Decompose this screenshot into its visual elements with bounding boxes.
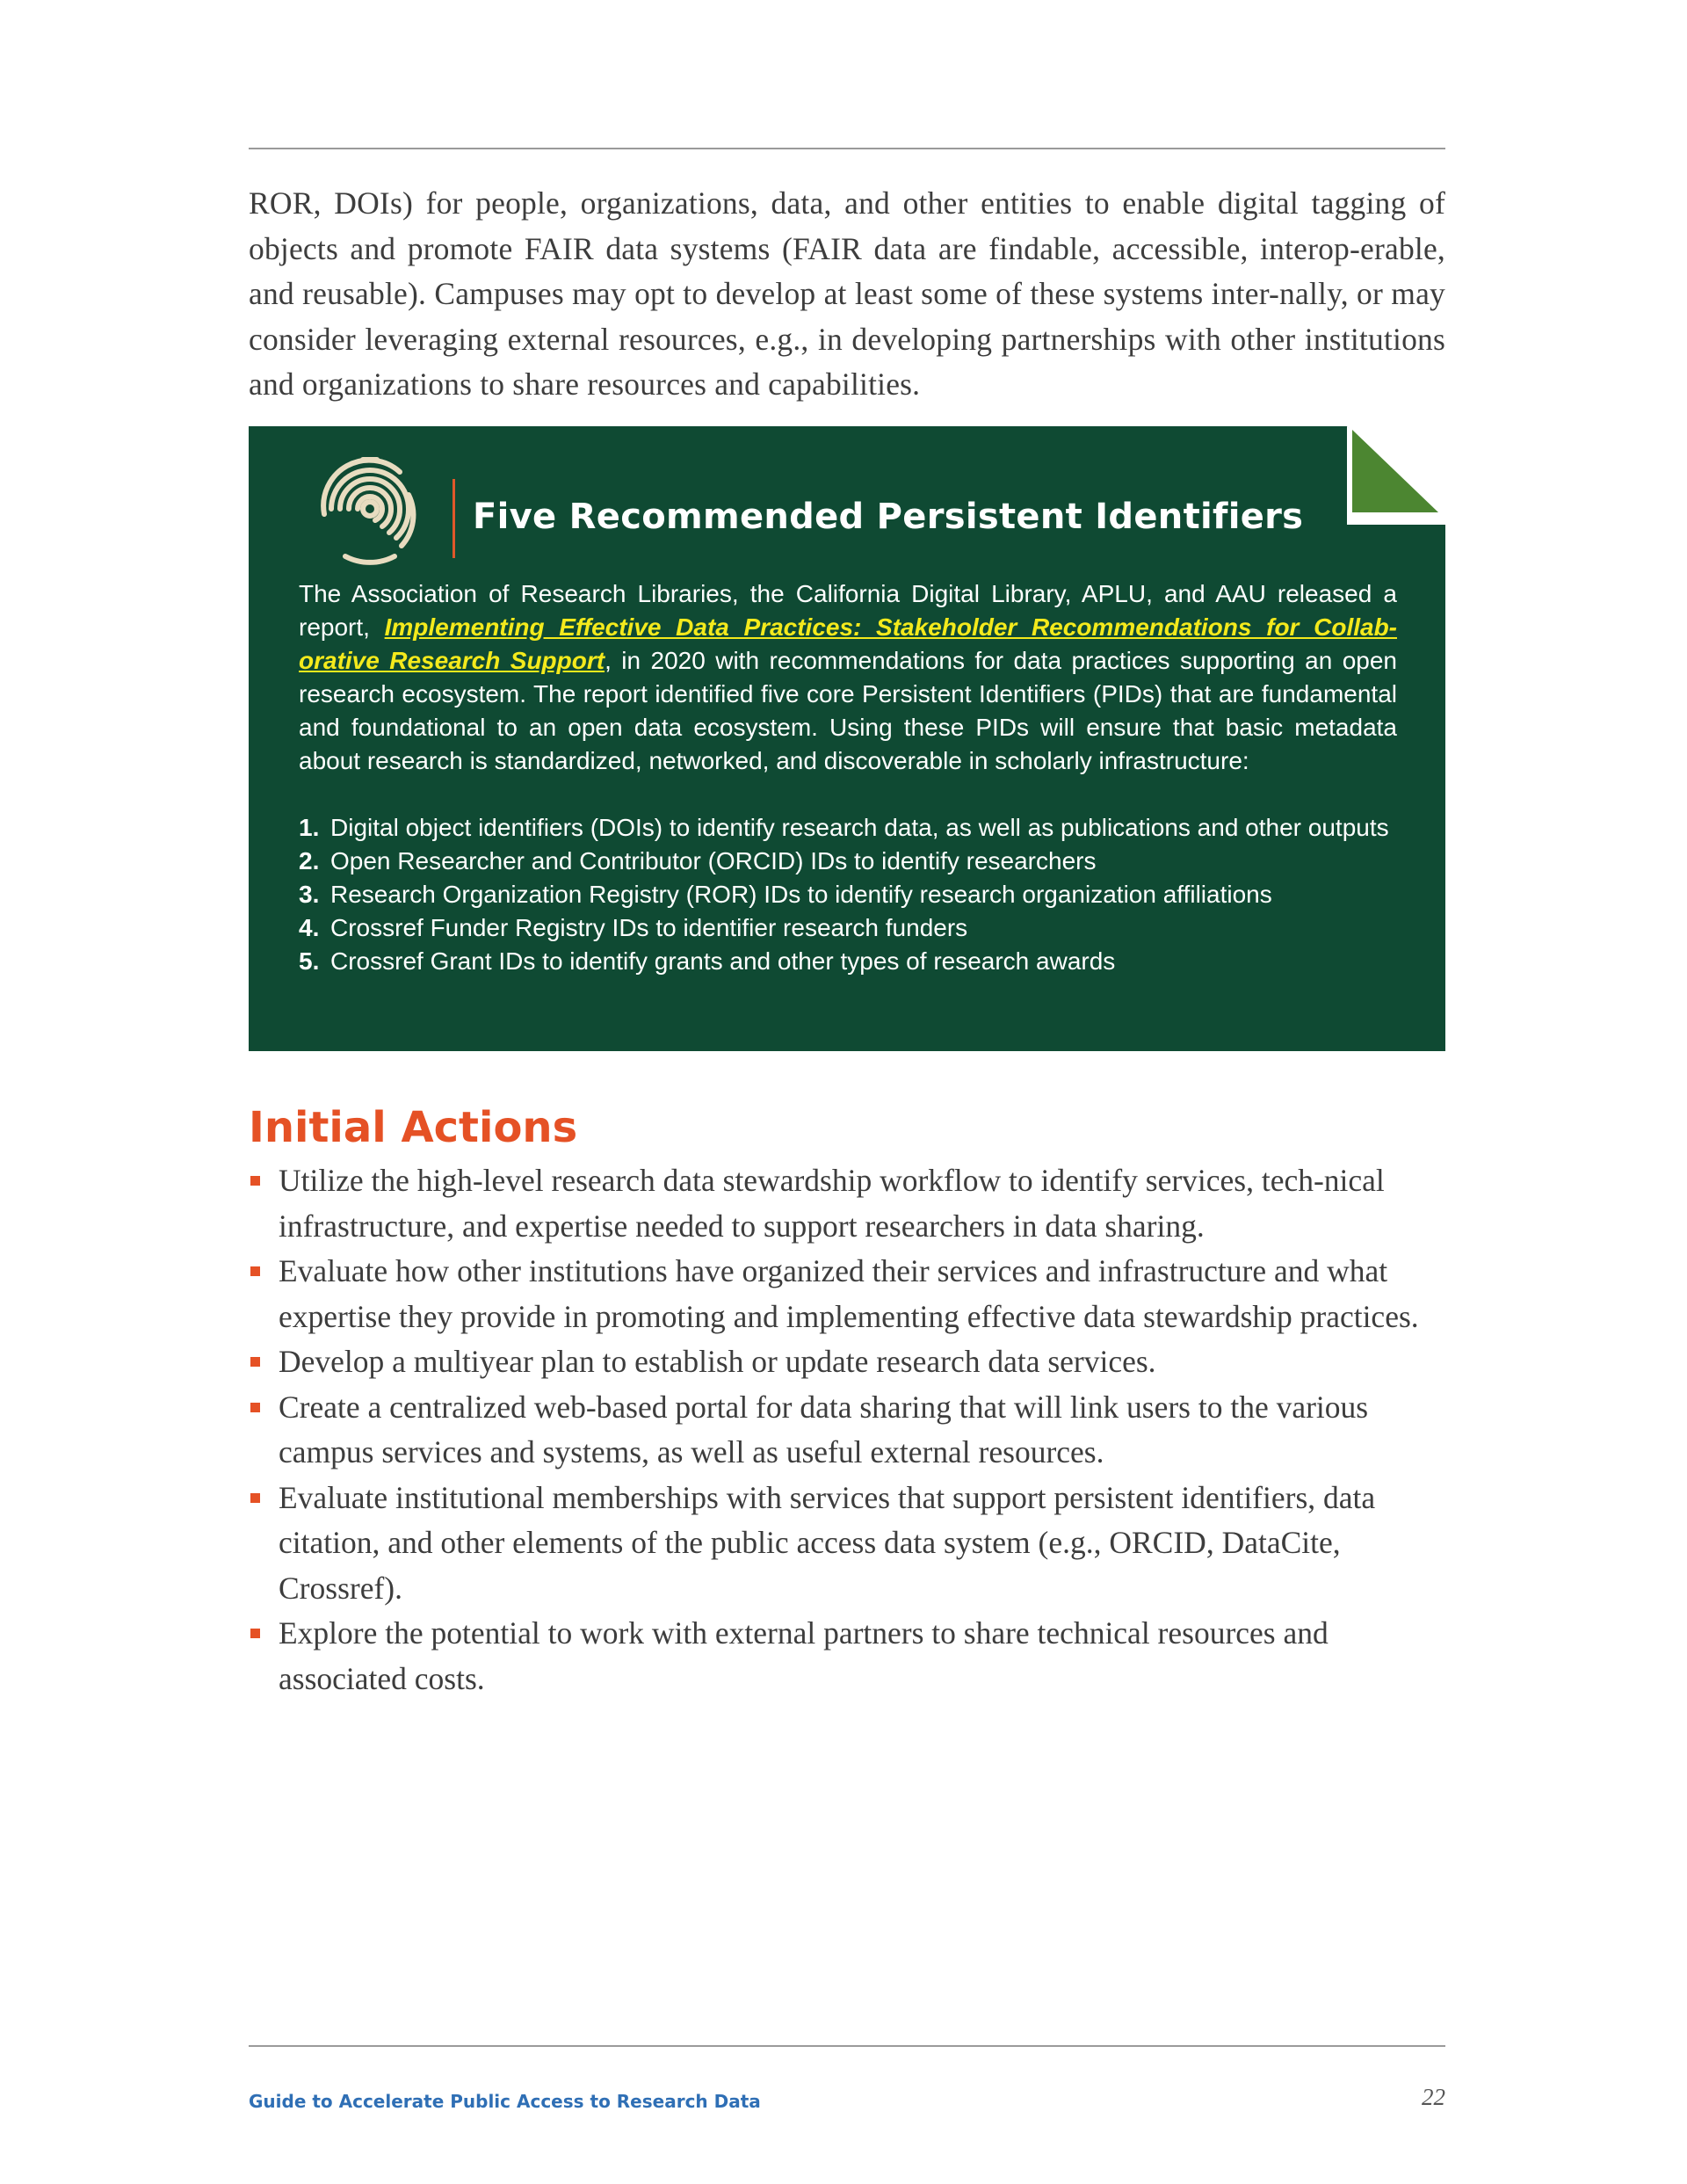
pid-text: Crossref Funder Registry IDs to identifier research funders xyxy=(330,914,968,941)
square-bullet-icon xyxy=(250,1403,260,1412)
fingerprint-icon xyxy=(312,451,428,567)
report-link[interactable]: Implementing Effective Data Practices: Stakeholder Recommendations for Collab-orative Research Support xyxy=(299,613,1397,674)
action-item xyxy=(249,1249,1461,1339)
pid-list-item xyxy=(299,845,1397,878)
title-divider xyxy=(453,479,455,558)
callout-body-rest: , in 2020 with recommendations for data practices supporting an open research ecosystem. The report identified five core Persistent Identifiers (PIDs) that are fundamental and foundational to an open data ecosystem. Using these PIDs will ensure that basic metadata about research is standardized, networked, and discoverable in scholarly infrastructure: xyxy=(299,647,1397,774)
footer-title: Guide to Accelerate Public Access to Research Data xyxy=(249,2091,761,2112)
callout-title: Five Recommended Persistent Identifiers xyxy=(473,497,1304,537)
pid-number: 4. xyxy=(299,914,320,941)
action-item xyxy=(249,1158,1461,1249)
pid-number: 3. xyxy=(299,881,320,908)
pid-number: 1. xyxy=(299,814,320,841)
bottom-rule xyxy=(249,2045,1445,2047)
pid-number: 2. xyxy=(299,847,320,874)
action-text: Evaluate institutional memberships with services that support persistent identifiers, data citation, and other elements of the public access data system (e.g., ORCID, DataCite, Crossref). xyxy=(279,1479,1376,1606)
pid-text: Open Researcher and Contributor (ORCID) IDs to identify researchers xyxy=(330,847,1097,874)
square-bullet-icon xyxy=(250,1493,260,1503)
pid-list-item xyxy=(299,878,1397,911)
action-item xyxy=(249,1611,1461,1701)
square-bullet-icon xyxy=(250,1176,260,1186)
page-number: 22 xyxy=(1422,2084,1445,2110)
pid-number: 5. xyxy=(299,947,320,975)
intro-paragraph: ROR, DOIs) for people, organizations, data, and other entities to enable digital tagging of objects and promote FAIR data systems (FAIR data are findable, accessible, interop-erable, and reusable). Campuses may opt to develop at least some of these systems inter-nally, or may consider leveraging external resources, e.g., in developing partnerships with other institutions and organizations to share resources and capabilities. xyxy=(249,185,1445,402)
callout-body-intro: The Association of Research Libraries, the California Digital Library, APLU, and AAU released a report, xyxy=(299,580,1397,641)
action-item xyxy=(249,1385,1461,1476)
pid-list-item xyxy=(299,945,1397,978)
pid-text: Research Organization Registry (ROR) IDs to identify research organization affiliations xyxy=(330,881,1272,908)
pid-callout-box xyxy=(249,426,1445,1051)
corner-fold-graphic xyxy=(1347,426,1445,525)
pid-list-item xyxy=(299,911,1397,945)
action-text: Evaluate how other institutions have organized their services and infrastructure and what expertise they provide in promoting and implementing effective data stewardship practices. xyxy=(279,1253,1419,1334)
action-text: Create a centralized web-based portal for data sharing that will link users to the various campus services and systems, as well as useful external resources. xyxy=(279,1389,1369,1469)
action-text: Explore the potential to work with external partners to share technical resources and associated costs. xyxy=(279,1615,1329,1696)
square-bullet-icon xyxy=(250,1357,260,1367)
initial-actions-list xyxy=(249,1158,1461,1701)
initial-actions-heading: Initial Actions xyxy=(249,1103,578,1152)
action-text: Develop a multiyear plan to establish or update research data services. xyxy=(279,1344,1156,1379)
square-bullet-icon xyxy=(250,1266,260,1276)
pid-list xyxy=(299,811,1397,978)
pid-list-item xyxy=(299,811,1397,845)
top-rule xyxy=(249,148,1445,149)
pid-text: Crossref Grant IDs to identify grants and other types of research awards xyxy=(330,947,1116,975)
action-item xyxy=(249,1476,1461,1612)
callout-body xyxy=(299,577,1397,778)
pid-text: Digital object identifiers (DOIs) to identify research data, as well as publications and other outputs xyxy=(330,814,1389,841)
action-text: Utilize the high-level research data stewardship workflow to identify services, tech-nical infrastructure, and expertise needed to support researchers in data sharing. xyxy=(279,1163,1385,1244)
square-bullet-icon xyxy=(250,1629,260,1638)
action-item xyxy=(249,1339,1461,1385)
